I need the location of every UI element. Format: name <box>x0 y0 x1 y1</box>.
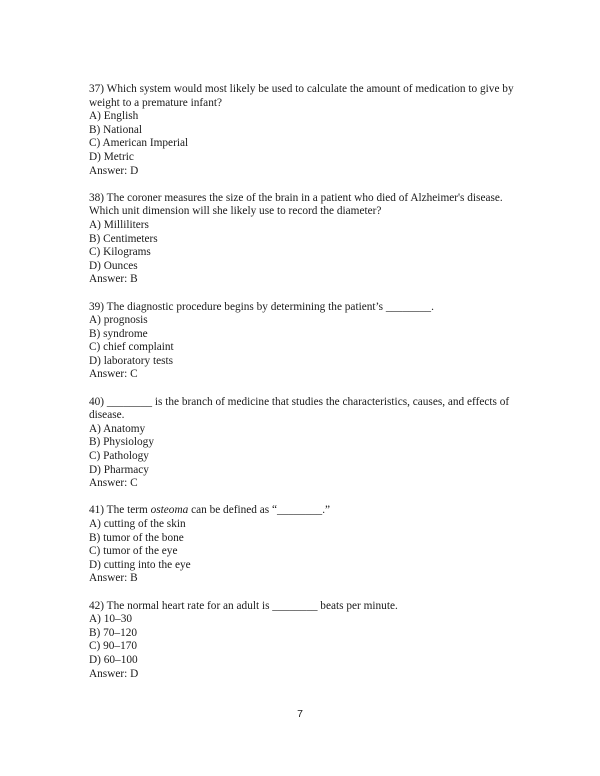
option-a: A) Anatomy <box>89 422 146 435</box>
question-40 <box>89 396 519 491</box>
option-d: D) Metric <box>89 150 134 163</box>
option-d: D) Pharmacy <box>89 463 149 476</box>
option-b: B) Physiology <box>89 436 154 449</box>
option-b: B) Centimeters <box>89 232 158 245</box>
option-a: A) prognosis <box>89 314 148 327</box>
answer-line: Answer: D <box>89 164 139 177</box>
question-text-after: can be defined as “________.” <box>188 504 331 517</box>
option-d: D) 60–100 <box>89 653 138 666</box>
question-text: 42) The normal heart rate for an adult is ________ beats per minute. <box>89 599 398 612</box>
answer-line: Answer: C <box>89 368 138 381</box>
question-page <box>89 83 519 695</box>
answer-line: Answer: B <box>89 273 138 286</box>
option-a: A) cutting of the skin <box>89 518 186 530</box>
option-a: A) English <box>89 110 139 123</box>
option-d: D) laboratory tests <box>89 354 174 367</box>
question-text-before: 41) The term <box>89 504 151 517</box>
question-42 <box>89 600 519 682</box>
question-term: osteoma <box>150 504 189 517</box>
option-d: D) cutting into the eye <box>89 558 191 571</box>
option-c: C) tumor of the eye <box>89 545 178 558</box>
question-41 <box>89 504 519 586</box>
option-b: B) 70–120 <box>89 626 138 639</box>
option-b: B) tumor of the bone <box>89 531 184 544</box>
option-c: C) American Imperial <box>89 137 189 150</box>
option-c: C) Kilograms <box>89 246 151 259</box>
question-37 <box>89 83 519 178</box>
question-39 <box>89 301 519 383</box>
answer-line: Answer: C <box>89 477 138 490</box>
question-text: 39) The diagnostic procedure begins by determining the patient’s ________. <box>89 300 434 313</box>
question-text <box>89 504 519 518</box>
question-text: 40) ________ is the branch of medicine that studies the characteristics, causes, and effects of disease. <box>89 395 510 422</box>
option-b: B) syndrome <box>89 327 148 340</box>
option-c: C) chief complaint <box>89 341 174 354</box>
option-a: A) 10–30 <box>89 613 132 626</box>
answer-line: Answer: B <box>89 572 138 585</box>
option-a: A) Milliliters <box>89 218 149 231</box>
question-text: 37) Which system would most likely be used to calculate the amount of medication to give by weight to a premature infant? <box>89 83 514 109</box>
option-d: D) Ounces <box>89 259 138 272</box>
option-b: B) National <box>89 123 143 136</box>
option-c: C) 90–170 <box>89 640 138 653</box>
question-38 <box>89 192 519 287</box>
option-c: C) Pathology <box>89 450 149 463</box>
question-text: 38) The coroner measures the size of the brain in a patient who died of Alzheimer's disease. Which unit dimension will she likely use to record the diameter? <box>89 191 503 218</box>
answer-line: Answer: D <box>89 667 139 680</box>
page-number: 7 <box>297 708 303 720</box>
